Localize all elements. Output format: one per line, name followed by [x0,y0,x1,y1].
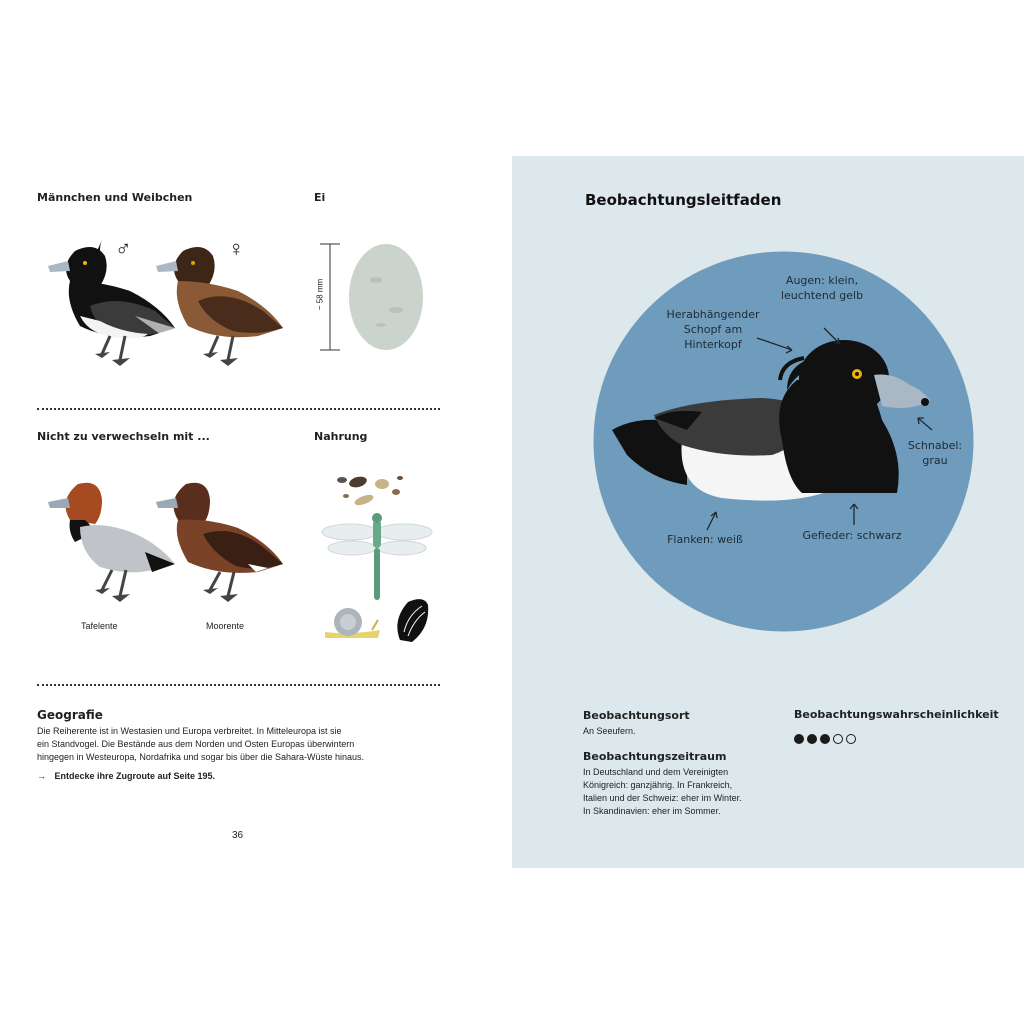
label-flanks: Flanken: weiß [667,533,743,546]
heading-place: Beobachtungsort [583,709,690,722]
probability-dot-empty [846,734,856,744]
heading-confuse: Nicht zu verwechseln mit ... [37,430,210,443]
male-duck-icon [48,236,175,366]
geo-text-line-3: hingegen in Westeuropa, Nordafrika und sogar bis über die Sahara-Wüste hinaus. [37,752,365,762]
divider [37,408,440,410]
geo-text-line-2: ein Standvogel. Die Bestände aus dem Norden und Osten Europas überwintern [37,739,355,749]
confuse-label-2: Moorente [206,621,245,631]
heading-male-female: Männchen und Weibchen [37,191,193,204]
label-crest [658,307,768,352]
label-eyes [772,273,872,303]
arrow-right-icon: → [37,771,46,781]
heading-probability: Beobachtungswahrscheinlichkeit [794,708,999,721]
probability-dot-filled [820,734,830,744]
female-symbol: ♀ [228,236,245,261]
geo-link-text: Entdecke ihre Zugroute auf Seite 195. [54,771,216,781]
male-symbol: ♂ [115,236,132,261]
label-plumage: Gefieder: schwarz [802,529,902,542]
period-text-line-4: In Skandinavien: eher im Sommer. [583,806,721,816]
label-crest-1: Herabhängender [666,308,760,321]
snail-icon [325,608,380,638]
label-bill [900,438,970,468]
probability-dot-empty [833,734,843,744]
geo-text-line-1: Die Reiherente ist in Westasien und Europa verbreitet. In Mitteleuropa ist sie [37,726,342,736]
food-illustration [320,470,435,645]
label-eyes-2: leuchtend gelb [780,289,864,302]
heading-food: Nahrung [314,430,368,443]
egg-shape [349,244,423,350]
divider-2 [37,684,440,686]
heading-egg: Ei [314,191,326,204]
dragonfly-icon [322,513,432,600]
label-crest-2: Schopf am [683,323,743,336]
probability-dot-filled [807,734,817,744]
label-eyes-1: Augen: klein, [785,274,859,287]
period-text [583,766,783,818]
heading-geo: Geografie [37,708,103,722]
period-text-line-2: Königreich: ganzjährig. In Frankreich, [583,780,733,790]
label-crest-3: Hinterkopf [684,338,742,351]
female-duck-icon [156,247,283,366]
confuse-label-1: Tafelente [81,621,118,631]
seeds-icon [337,475,403,507]
geo-text [37,725,437,764]
egg-size-label: ~ 58 mm [315,278,325,311]
probability-dot-filled [794,734,804,744]
heading-period: Beobachtungszeitraum [583,750,727,763]
label-bill-1: Schnabel: [907,439,963,452]
period-text-line-3: Italien und der Schweiz: eher im Winter. [583,793,742,803]
ferruginous-duck-icon [156,483,283,602]
confusable-ducks-illustration [40,472,300,612]
place-text: An Seeufern. [583,726,636,736]
pochard-duck-icon [48,483,175,602]
egg-illustration [316,240,431,355]
mussel-icon [397,599,428,642]
page-number: 36 [232,830,244,841]
period-text-line-1: In Deutschland und dem Vereinigten [583,767,729,777]
label-bill-2: grau [922,454,948,467]
male-female-duck-illustration [40,236,300,376]
geo-link[interactable] [37,770,215,783]
probability-rating [794,731,859,749]
observation-title: Beobachtungsleitfaden [585,191,782,209]
